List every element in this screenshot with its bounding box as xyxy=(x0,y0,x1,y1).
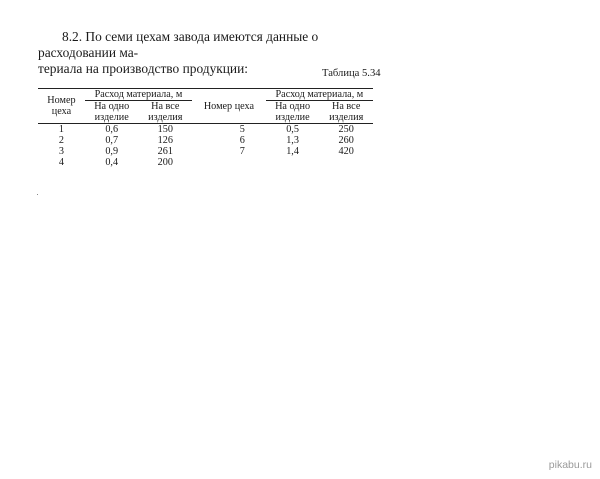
per-item-cell xyxy=(266,157,320,168)
table-caption: Таблица 5.34 xyxy=(322,68,381,79)
all-items-cell: 126 xyxy=(157,135,173,146)
table-row xyxy=(38,146,373,157)
per-item-cell: 1,4 xyxy=(286,146,299,157)
all-items-cell: 150 xyxy=(157,124,173,135)
scan-speck xyxy=(37,194,38,195)
header-material-use-left: Расход материала, м xyxy=(85,89,192,101)
spacer-cell xyxy=(192,124,219,136)
problem-line-2: териала на производство продукции: xyxy=(38,61,248,76)
watermark: pikabu.ru xyxy=(548,459,592,471)
all-items-cell: 261 xyxy=(157,146,173,157)
table-row xyxy=(38,157,373,168)
per-item-cell: 0,7 xyxy=(105,135,119,146)
all-items-cell: 260 xyxy=(338,135,354,146)
header-material-use-right: Расход материала, м xyxy=(266,89,373,101)
all-items-cell: 200 xyxy=(157,157,173,168)
header-per-item-right: На одно изделие xyxy=(275,101,311,123)
shop-cell: 2 xyxy=(58,135,64,146)
shop-cell: 5 xyxy=(239,124,245,135)
shop-cell: 7 xyxy=(239,146,245,157)
problem-line-1: 8.2. По семи цехам завода имеются данные о расходовании ма- xyxy=(38,29,319,60)
all-items-cell: 420 xyxy=(338,146,354,157)
shop-cell: 3 xyxy=(58,146,64,157)
shop-cell xyxy=(219,157,266,168)
per-item-cell: 0,9 xyxy=(105,146,119,157)
all-items-cell xyxy=(319,157,373,168)
material-consumption-table xyxy=(38,88,373,168)
header-per-item-left: На одно изделие xyxy=(94,101,130,123)
shop-cell: 4 xyxy=(58,157,64,168)
per-item-cell: 0,4 xyxy=(105,157,119,168)
header-all-items-left: На все изделия xyxy=(148,101,183,123)
per-item-cell: 1,3 xyxy=(286,135,299,146)
per-item-cell: 0,6 xyxy=(105,124,119,135)
table-row xyxy=(38,124,373,136)
header-shop-number-right: Номер цеха xyxy=(192,89,266,124)
header-shop-number-left: Номер цеха xyxy=(38,89,85,124)
table-row xyxy=(38,135,373,146)
spacer-cell xyxy=(192,135,219,146)
spacer-cell xyxy=(192,157,219,168)
shop-cell: 6 xyxy=(239,135,245,146)
all-items-cell: 250 xyxy=(338,124,354,135)
spacer-cell xyxy=(192,146,219,157)
per-item-cell: 0,5 xyxy=(286,124,299,135)
shop-cell: 1 xyxy=(58,124,64,135)
header-all-items-right: На все изделия xyxy=(329,101,364,123)
